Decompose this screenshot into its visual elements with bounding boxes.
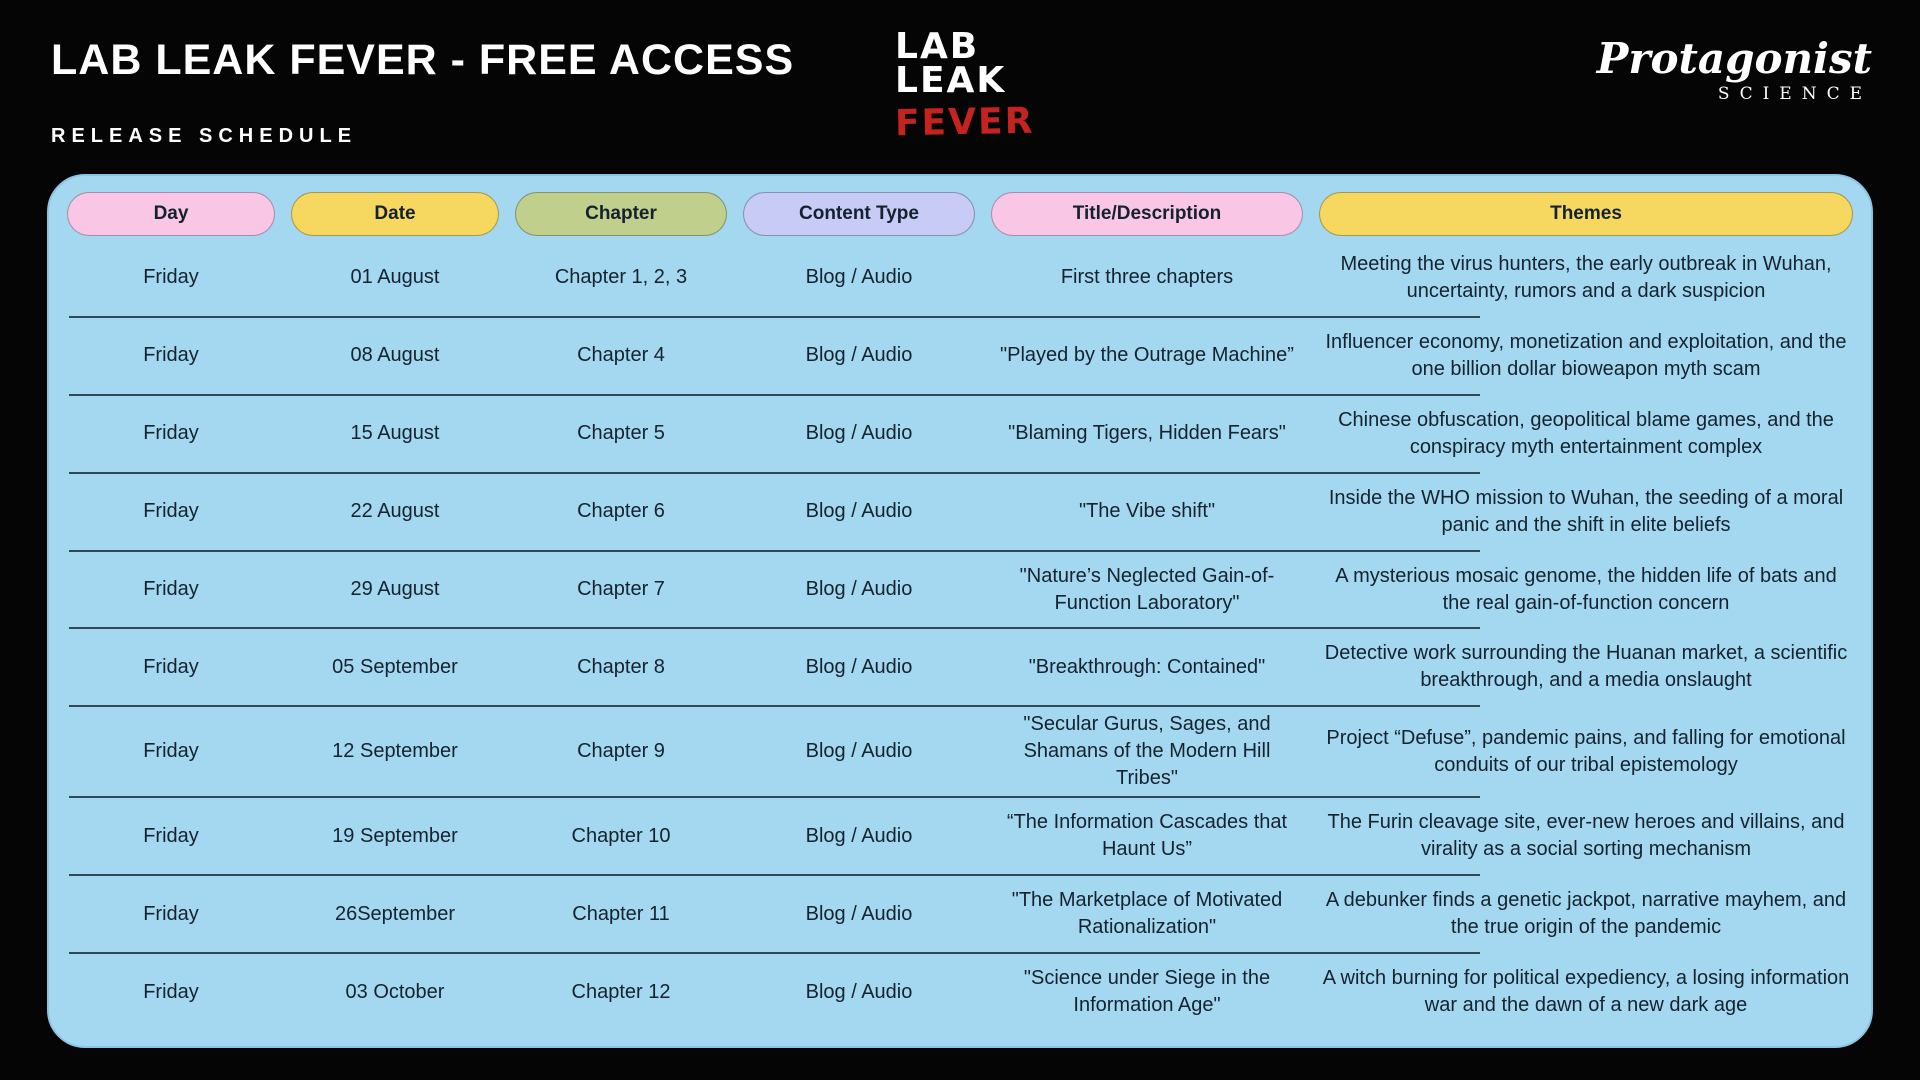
table-header-row [67, 192, 1853, 236]
cell-themes: A witch burning for political expediency, a losing information war and the dawn of a new dark age [1322, 967, 1850, 1017]
cell-content_type: Blog / Audio [805, 344, 913, 367]
cell-day: Friday [143, 902, 199, 925]
cell-date: 08 August [350, 344, 440, 367]
cell-chapter: Chapter 5 [577, 422, 665, 445]
column-header-title: Title/Description [991, 192, 1303, 236]
column-header-content_type: Content Type [743, 192, 975, 236]
cell-date: 05 September [332, 655, 458, 678]
table-row [67, 318, 1853, 394]
cell-themes: A debunker finds a genetic jackpot, narrative mayhem, and the true origin of the pandemic [1325, 889, 1847, 939]
cell-day: Friday [143, 980, 199, 1003]
cell-day: Friday [143, 344, 199, 367]
cell-chapter: Chapter 10 [571, 824, 671, 847]
column-header-date: Date [291, 192, 499, 236]
cell-day: Friday [143, 422, 199, 445]
cell-content_type: Blog / Audio [805, 500, 913, 523]
cell-content_type: Blog / Audio [805, 578, 913, 600]
cell-chapter: Chapter 7 [577, 578, 665, 600]
logo-line-leak: LEAK [895, 60, 1007, 102]
cell-title: "Nature’s Neglected Gain-of-Function Laboratory" [1019, 564, 1275, 614]
table-row [67, 707, 1853, 796]
cell-content_type: Blog / Audio [805, 422, 913, 445]
cell-chapter: Chapter 11 [572, 902, 670, 925]
column-header-day: Day [67, 192, 275, 236]
cell-date: 29 August [350, 578, 440, 600]
cell-content_type: Blog / Audio [805, 824, 913, 847]
cell-title: First three chapters [1060, 266, 1234, 289]
cell-date: 19 September [332, 824, 458, 847]
cell-chapter: Chapter 12 [571, 980, 671, 1003]
cell-content_type: Blog / Audio [805, 740, 913, 763]
cell-title: "Blaming Tigers, Hidden Fears" [1008, 422, 1286, 445]
title-block [51, 36, 794, 148]
cell-chapter: Chapter 1, 2, 3 [554, 266, 688, 289]
cell-themes: Project “Defuse”, pandemic pains, and falling for emotional conduits of our tribal epistemology [1326, 726, 1846, 776]
cell-title: "Played by the Outrage Machine” [1000, 344, 1294, 367]
column-header-themes: Themes [1319, 192, 1853, 236]
cell-title: "Science under Siege in the Information Age" [1023, 967, 1271, 1017]
cell-day: Friday [143, 578, 199, 600]
table-row [67, 954, 1853, 1030]
table-row [67, 629, 1853, 705]
release-schedule-table [47, 174, 1873, 1048]
cell-title: "The Vibe shift" [1078, 500, 1216, 523]
table-body [67, 240, 1853, 1030]
cell-title: "The Marketplace of Motivated Rationalization" [1011, 889, 1283, 939]
lab-leak-fever-logo [894, 26, 1035, 145]
cell-day: Friday [143, 655, 199, 678]
table-row [67, 798, 1853, 874]
cell-date: 26September [334, 902, 456, 925]
cell-content_type: Blog / Audio [805, 902, 913, 925]
table-row [67, 240, 1853, 316]
cell-title: "Breakthrough: Contained" [1028, 655, 1266, 678]
table-row [67, 876, 1853, 952]
brand-subtitle: SCIENCE [1717, 84, 1872, 104]
cell-themes: Detective work surrounding the Huanan market, a scientific breakthrough, and a media onslaught [1324, 642, 1848, 692]
logo-line-lab: LAB [895, 26, 980, 67]
cell-chapter: Chapter 6 [577, 500, 665, 523]
cell-themes: Chinese obfuscation, geopolitical blame games, and the conspiracy myth entertainment complex [1338, 408, 1834, 458]
cell-day: Friday [143, 824, 199, 847]
cell-date: 03 October [345, 980, 445, 1003]
cell-themes: Inside the WHO mission to Wuhan, the seeding of a moral panic and the shift in elite beliefs [1328, 486, 1844, 536]
protagonist-science-logo [1596, 34, 1872, 104]
brand-name: Protagonist [1596, 34, 1872, 83]
column-header-chapter: Chapter [515, 192, 727, 236]
cell-themes: A mysterious mosaic genome, the hidden life of bats and the real gain-of-function concern [1335, 564, 1837, 614]
cell-chapter: Chapter 4 [577, 344, 665, 367]
logo-line-fever: FEVER [894, 101, 1035, 145]
cell-date: 22 August [350, 500, 440, 523]
cell-chapter: Chapter 9 [577, 740, 665, 763]
table-row [67, 396, 1853, 472]
cell-day: Friday [143, 740, 199, 763]
cell-date: 01 August [350, 266, 440, 289]
cell-date: 12 September [332, 740, 458, 763]
cell-content_type: Blog / Audio [805, 980, 913, 1003]
cell-themes: Influencer economy, monetization and exploitation, and the one billion dollar bioweapon myth scam [1325, 330, 1847, 380]
cell-chapter: Chapter 8 [577, 655, 665, 678]
cell-themes: Meeting the virus hunters, the early outbreak in Wuhan, uncertainty, rumors and a dark suspicion [1340, 252, 1832, 302]
cell-content_type: Blog / Audio [805, 266, 913, 289]
release-schedule-label: RELEASE SCHEDULE [51, 125, 358, 147]
cell-date: 15 August [350, 422, 440, 445]
cell-title: “The Information Cascades that Haunt Us” [1006, 811, 1288, 861]
cell-title: "Secular Gurus, Sages, and Shamans of the Modern Hill Tribes" [1023, 713, 1271, 790]
page-title: LAB LEAK FEVER - FREE ACCESS [51, 36, 795, 84]
cell-day: Friday [143, 500, 199, 523]
table-row [67, 552, 1853, 628]
cell-themes: The Furin cleavage site, ever-new heroes and villains, and virality as a social sorting mechanism [1327, 811, 1845, 861]
cell-content_type: Blog / Audio [805, 655, 913, 678]
cell-day: Friday [143, 266, 199, 289]
table-row [67, 474, 1853, 550]
